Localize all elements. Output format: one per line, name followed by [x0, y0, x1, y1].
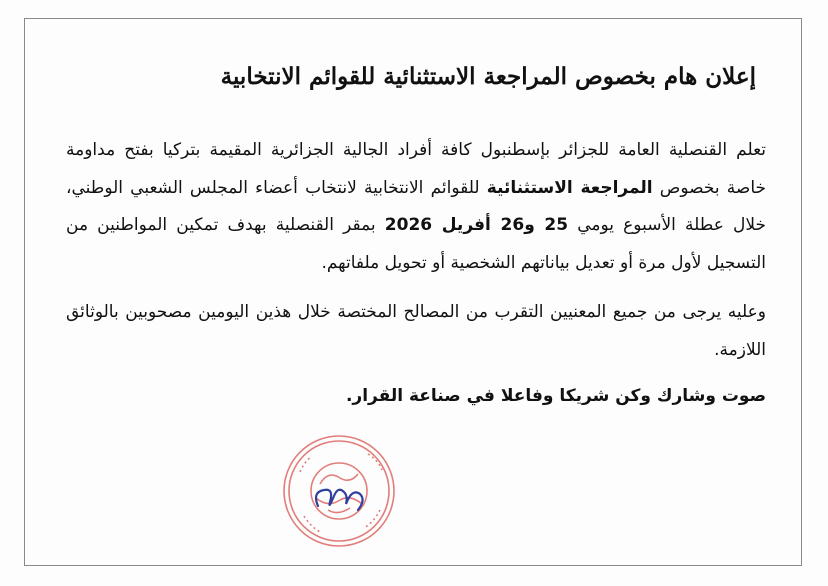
paragraph-text: للقوائم الانتخابية لانتخاب أعضاء المجلس الشعبي الوطني، خلال عطلة الأسبوع يومي: [66, 177, 766, 235]
paragraph-announcement: [66, 132, 766, 282]
stamp-inner-ring: [289, 441, 389, 541]
official-stamp: [280, 432, 398, 550]
stamp-outer-ring: [284, 436, 394, 546]
paragraph-instructions: وعليه يرجى من جميع المعنيين التقرب من المصالح المختصة خلال هذين اليومين مصحوبين بالوثائق اللازمة.: [66, 302, 766, 360]
stamp-ring-lettering: [300, 454, 382, 532]
document-body: [66, 60, 766, 411]
paragraph-text: تعلم القنصلية العامة للجزائر بإسطنبول كافة أفراد الجالية الجزائرية المقيمة بتركيا بفتح مداومة خاصة بخصوص: [66, 140, 767, 198]
document-title: إعلان هام بخصوص المراجعة الاستثنائية للقوائم الانتخابية: [220, 63, 756, 90]
slogan: صوت وشارك وكن شريكا وفاعلا في صناعة القرار.: [345, 386, 766, 406]
highlight-dates: 25 و26 أفريل 2026: [384, 215, 569, 235]
paragraph-text: بمقر القنصلية بهدف تمكين المواطنين من التسجيل لأول مرة أو تعديل بياناتهم الشخصية أو تحويل ملفاتهم.: [66, 215, 766, 273]
highlight-review: المراجعة الاستثنائية: [486, 177, 653, 198]
